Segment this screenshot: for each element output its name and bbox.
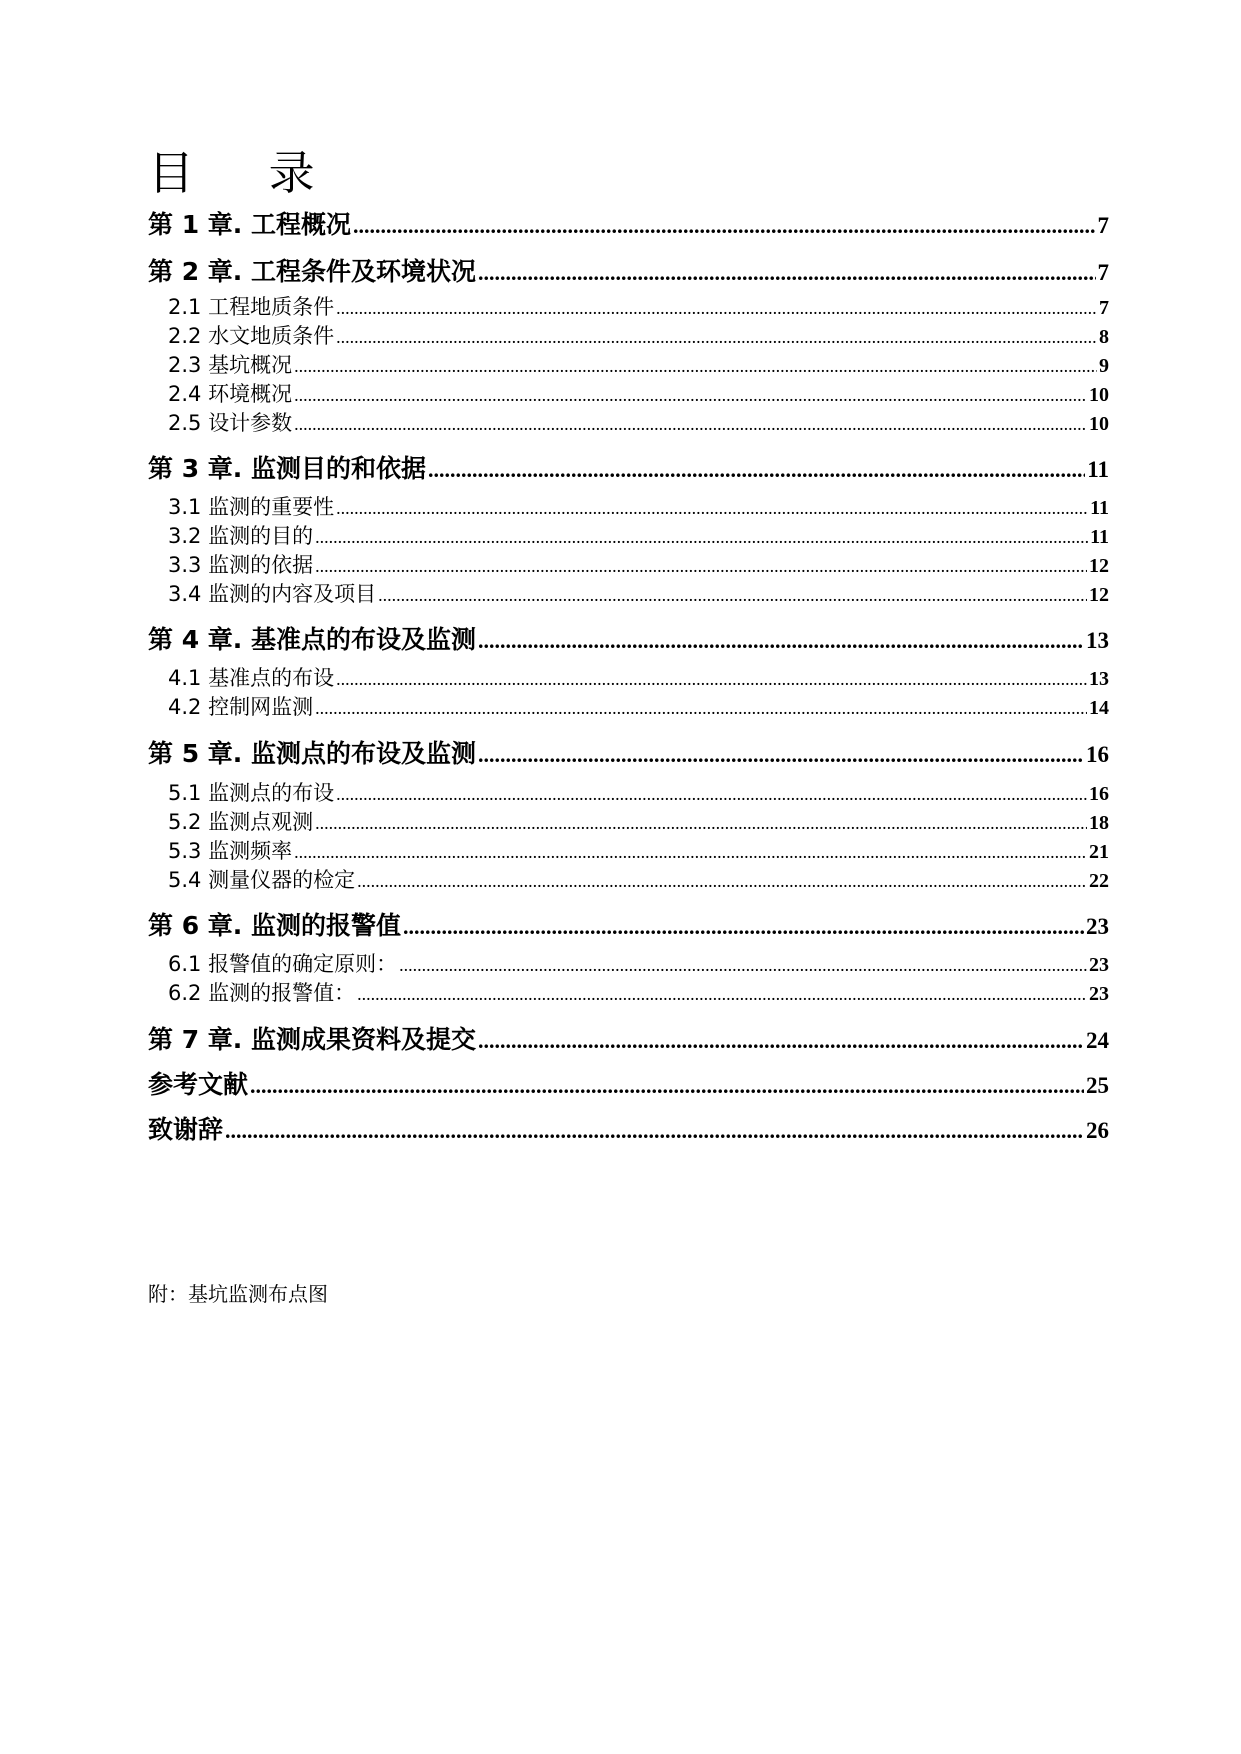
toc-chapter-entry[interactable]	[148, 205, 1109, 241]
toc-leader-dots	[294, 842, 1087, 863]
toc-chapter-entry[interactable]	[148, 252, 1109, 288]
toc-chapter-entry[interactable]	[148, 1065, 1109, 1101]
toc-section-entry[interactable]	[168, 691, 1109, 721]
toc-page-number: 9	[1099, 355, 1109, 377]
toc-page-number: 23	[1089, 983, 1109, 1005]
toc-entry-label: 致谢辞	[148, 1115, 224, 1144]
toc-entry-label: 3.3 监测的依据	[168, 553, 314, 577]
toc-section-entry[interactable]	[168, 378, 1109, 408]
toc-page-number: 11	[1090, 497, 1109, 519]
toc-entry-label: 5.3 监测频率	[168, 839, 293, 863]
toc-section-entry[interactable]	[168, 948, 1109, 978]
toc-chapter-entry[interactable]	[148, 734, 1109, 770]
toc-chapter-entry[interactable]	[148, 1020, 1109, 1056]
toc-page-number: 11	[1087, 457, 1109, 482]
toc-page-number: 10	[1089, 384, 1109, 406]
toc-leader-dots	[428, 457, 1085, 483]
toc-section-entry[interactable]	[168, 662, 1109, 692]
toc-leader-dots	[403, 914, 1084, 940]
toc-entry-label: 第 5 章. 监测点的布设及监测	[148, 739, 477, 768]
toc-entry-label: 2.5 设计参数	[168, 411, 293, 435]
toc-section-entry[interactable]	[168, 407, 1109, 437]
toc-leader-dots	[250, 1073, 1084, 1099]
toc-page-number: 7	[1099, 297, 1109, 319]
toc-entry-label: 3.1 监测的重要性	[168, 495, 335, 519]
toc-page-number: 24	[1086, 1028, 1109, 1053]
toc-entry-label: 3.4 监测的内容及项目	[168, 582, 377, 606]
toc-leader-dots	[353, 213, 1095, 239]
toc-leader-dots	[336, 298, 1097, 319]
toc-section-entry[interactable]	[168, 777, 1109, 807]
toc-leader-dots	[478, 628, 1084, 654]
toc-section-entry[interactable]	[168, 578, 1109, 608]
toc-leader-dots	[315, 527, 1088, 548]
toc-entry-label: 2.1 工程地质条件	[168, 295, 335, 319]
toc-page-number: 23	[1086, 914, 1109, 939]
toc-title: 目 录	[148, 146, 345, 200]
toc-entry-label: 第 7 章. 监测成果资料及提交	[148, 1025, 477, 1054]
toc-leader-dots	[357, 984, 1087, 1005]
toc-entry-label: 6.1 报警值的确定原则：	[168, 952, 398, 976]
toc-leader-dots	[336, 669, 1087, 690]
toc-leader-dots	[225, 1118, 1084, 1144]
toc-page-number: 25	[1086, 1073, 1109, 1098]
toc-page-number: 7	[1097, 260, 1109, 285]
toc-leader-dots	[336, 784, 1087, 805]
toc-entry-label: 2.3 基坑概况	[168, 353, 293, 377]
toc-leader-dots	[378, 585, 1087, 606]
toc-entry-label: 5.1 监测点的布设	[168, 781, 335, 805]
toc-page-number: 13	[1089, 668, 1109, 690]
toc-section-entry[interactable]	[168, 549, 1109, 579]
toc-leader-dots	[294, 385, 1087, 406]
toc-page-number: 18	[1089, 812, 1109, 834]
toc-page-number: 21	[1089, 841, 1109, 863]
toc-entry-label: 2.4 环境概况	[168, 382, 293, 406]
toc-section-entry[interactable]	[168, 491, 1109, 521]
toc-entry-label: 4.2 控制网监测	[168, 695, 314, 719]
toc-page-number: 11	[1090, 526, 1109, 548]
toc-section-entry[interactable]	[168, 349, 1109, 379]
toc-page-number: 14	[1089, 697, 1109, 719]
toc-chapter-entry[interactable]	[148, 906, 1109, 942]
toc-page-number: 10	[1089, 413, 1109, 435]
toc-entry-label: 第 1 章. 工程概况	[148, 210, 352, 239]
toc-entry-label: 第 2 章. 工程条件及环境状况	[148, 257, 477, 286]
toc-section-entry[interactable]	[168, 977, 1109, 1007]
toc-page-number: 16	[1089, 783, 1109, 805]
toc-section-entry[interactable]	[168, 806, 1109, 836]
toc-page-number: 12	[1089, 584, 1109, 606]
toc-page-number: 13	[1086, 628, 1109, 653]
toc-leader-dots	[399, 955, 1087, 976]
toc-entry-label: 参考文献	[148, 1070, 249, 1099]
toc-section-entry[interactable]	[168, 291, 1109, 321]
toc-leader-dots	[315, 698, 1087, 719]
toc-leader-dots	[315, 556, 1087, 577]
toc-entry-label: 3.2 监测的目的	[168, 524, 314, 548]
toc-entry-label: 5.2 监测点观测	[168, 810, 314, 834]
toc-section-entry[interactable]	[168, 320, 1109, 350]
toc-entry-label: 4.1 基准点的布设	[168, 666, 335, 690]
toc-page-number: 8	[1099, 326, 1109, 348]
toc-leader-dots	[336, 327, 1097, 348]
toc-chapter-entry[interactable]	[148, 1110, 1109, 1146]
toc-entry-label: 5.4 测量仪器的检定	[168, 868, 356, 892]
toc-leader-dots	[357, 871, 1087, 892]
toc-leader-dots	[294, 356, 1097, 377]
toc-entry-label: 第 3 章. 监测目的和依据	[148, 454, 427, 483]
toc-entry-label: 第 4 章. 基准点的布设及监测	[148, 625, 477, 654]
toc-page-number: 16	[1086, 742, 1109, 767]
toc-page-number: 26	[1086, 1118, 1109, 1143]
toc-leader-dots	[294, 414, 1087, 435]
toc-page-number: 12	[1089, 555, 1109, 577]
toc-leader-dots	[336, 498, 1088, 519]
toc-page-number: 23	[1089, 954, 1109, 976]
appendix-note: 附：基坑监测布点图	[148, 1282, 328, 1306]
toc-entry-label: 6.2 监测的报警值：	[168, 981, 356, 1005]
toc-leader-dots	[478, 742, 1084, 768]
toc-entry-label: 2.2 水文地质条件	[168, 324, 335, 348]
toc-chapter-entry[interactable]	[148, 449, 1109, 485]
toc-leader-dots	[315, 813, 1087, 834]
toc-leader-dots	[478, 260, 1095, 286]
toc-section-entry[interactable]	[168, 835, 1109, 865]
toc-chapter-entry[interactable]	[148, 620, 1109, 656]
toc-section-entry[interactable]	[168, 520, 1109, 550]
toc-page-number: 22	[1089, 870, 1109, 892]
toc-entry-label: 第 6 章. 监测的报警值	[148, 911, 402, 940]
toc-page-number: 7	[1097, 213, 1109, 238]
toc-section-entry[interactable]	[168, 864, 1109, 894]
toc-leader-dots	[478, 1028, 1084, 1054]
